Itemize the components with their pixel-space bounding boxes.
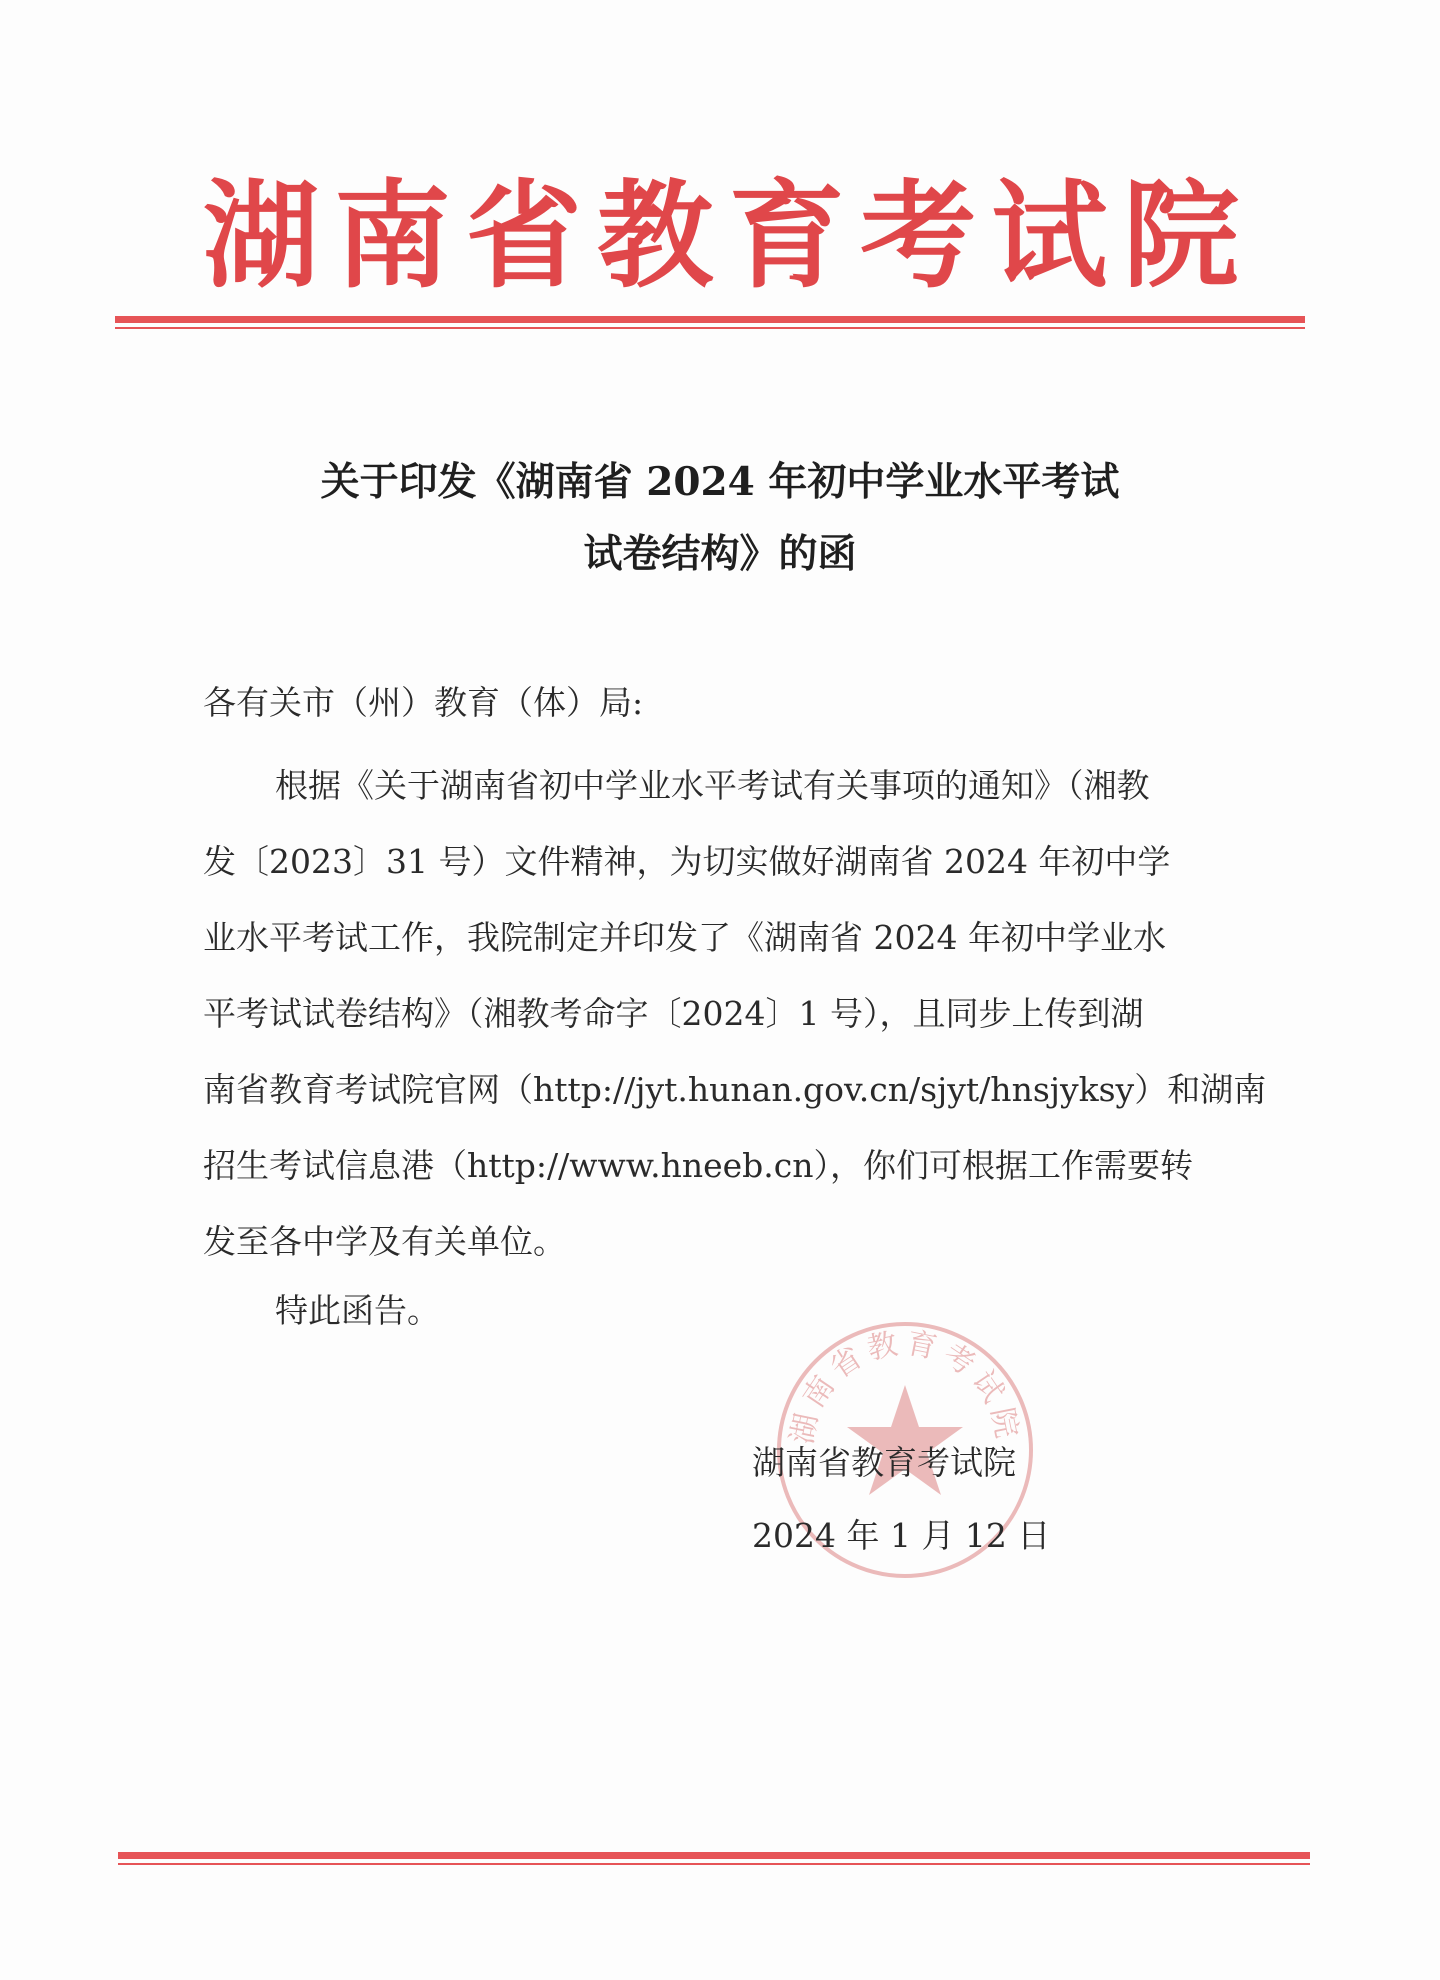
letterhead-char: 试	[991, 169, 1108, 304]
closing-remark: 特此函告。	[275, 1291, 440, 1330]
document-title-line-2: 试卷结构》的函	[583, 531, 857, 577]
body-line: 南省教育考试院官网（http://jyt.hunan.gov.cn/sjyt/hnsjyksy）和湖南	[203, 1070, 1267, 1109]
letterhead-char: 湖	[203, 169, 319, 304]
salutation: 各有关市（州）教育（体）局:	[203, 683, 644, 722]
footer-divider-thick	[118, 1852, 1310, 1859]
signature-organization: 湖南省教育考试院	[752, 1443, 1016, 1482]
body-paragraph	[203, 748, 1267, 1280]
body-line: 根据《关于湖南省初中学业水平考试有关事项的通知》（湘教	[275, 766, 1150, 805]
document-title-line-1: 关于印发《湖南省 2024 年初中学业水平考试	[320, 459, 1120, 505]
svg-text:湖南省教育考试院: 湖南省教育考试院	[784, 1325, 1026, 1447]
letterhead-char: 院	[1122, 169, 1239, 304]
letterhead-char: 考	[860, 169, 977, 304]
letterhead-char: 南	[334, 169, 451, 304]
body-line: 发〔2023〕31 号）文件精神，为切实做好湖南省 2024 年初中学	[203, 842, 1171, 881]
letterhead-divider-thin	[115, 327, 1305, 329]
body-line: 招生考试信息港（http://www.hneeb.cn），你们可根据工作需要转	[203, 1146, 1193, 1185]
letterhead-divider-thick	[115, 316, 1305, 323]
body-line: 发至各中学及有关单位。	[203, 1222, 566, 1261]
document-title	[220, 446, 1220, 590]
signature-date: 2024 年 1 月 12 日	[752, 1516, 1051, 1555]
letterhead-char: 省	[465, 169, 582, 304]
footer-divider-thin	[118, 1863, 1310, 1865]
body-line: 业水平考试工作，我院制定并印发了《湖南省 2024 年初中学业水	[203, 918, 1166, 957]
body-line: 平考试试卷结构》（湘教考命字〔2024〕1 号），且同步上传到湖	[203, 994, 1144, 1033]
letterhead-title	[196, 162, 1246, 312]
letterhead-char: 育	[728, 169, 845, 304]
letterhead-char: 教	[597, 169, 714, 304]
